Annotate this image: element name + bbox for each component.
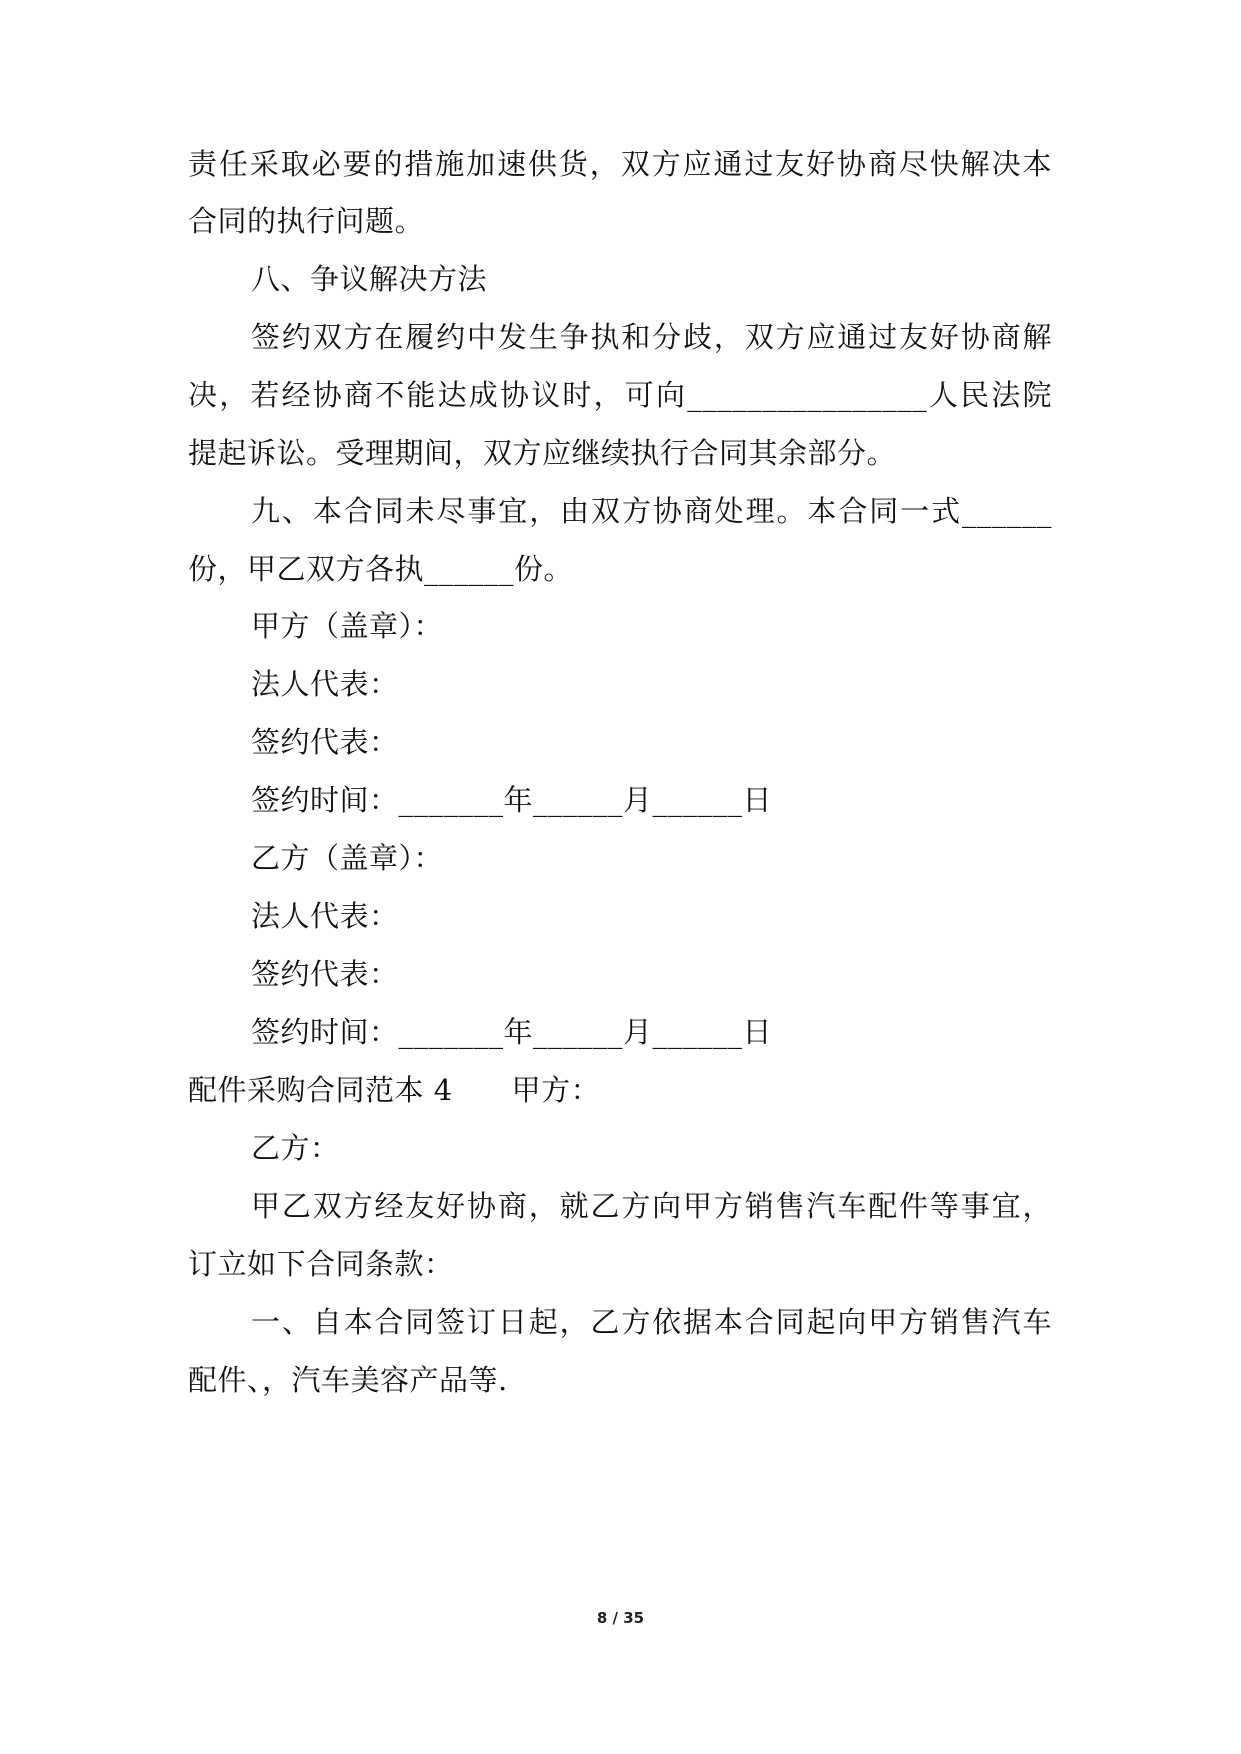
- legal-rep-label: 法人代表：: [251, 667, 399, 701]
- body-text-line: 签约双方在履约中发生争执和分歧，双方应通过友好协商解: [251, 320, 1052, 354]
- page-number: 8 / 35: [596, 1609, 645, 1627]
- legal-rep-label: 法人代表：: [251, 899, 399, 933]
- contract-template-title: 配件采购合同范本 4 甲方：: [188, 1073, 601, 1107]
- body-text-line: 决，若经协商不能达成协议时，可向________________人民法院: [188, 378, 1052, 412]
- party-a-seal-label: 甲方（盖章）：: [251, 609, 444, 643]
- signing-rep-label: 签约代表：: [251, 957, 399, 991]
- body-text-line: 一、自本合同签订日起，乙方依据本合同起向甲方销售汽车: [251, 1305, 1052, 1339]
- signing-date-line: 签约时间：_______年______月______日: [251, 783, 773, 817]
- body-text-line: 配件、，汽车美容产品等.: [188, 1363, 508, 1397]
- body-text-line: 订立如下合同条款：: [188, 1247, 454, 1281]
- body-text-line: 份，甲乙双方各执______份。: [188, 552, 574, 586]
- body-text-line: 提起诉讼。受理期间，双方应继续执行合同其余部分。: [188, 436, 897, 470]
- section-heading-dispute: 八、争议解决方法: [251, 262, 488, 296]
- body-text-line: 九、本合同未尽事宜，由双方协商处理。本合同一式______: [251, 494, 1052, 528]
- body-text-line: 合同的执行问题。: [188, 204, 425, 238]
- body-text-line: 责任采取必要的措施加速供货，双方应通过友好协商尽快解决本: [188, 147, 1052, 181]
- signing-date-line: 签约时间：_______年______月______日: [251, 1015, 773, 1049]
- party-b-seal-label: 乙方（盖章）：: [251, 841, 444, 875]
- party-b-label: 乙方：: [251, 1131, 340, 1165]
- body-text-line: 甲乙双方经友好协商，就乙方向甲方销售汽车配件等事宜，: [251, 1189, 1052, 1223]
- signing-rep-label: 签约代表：: [251, 725, 399, 759]
